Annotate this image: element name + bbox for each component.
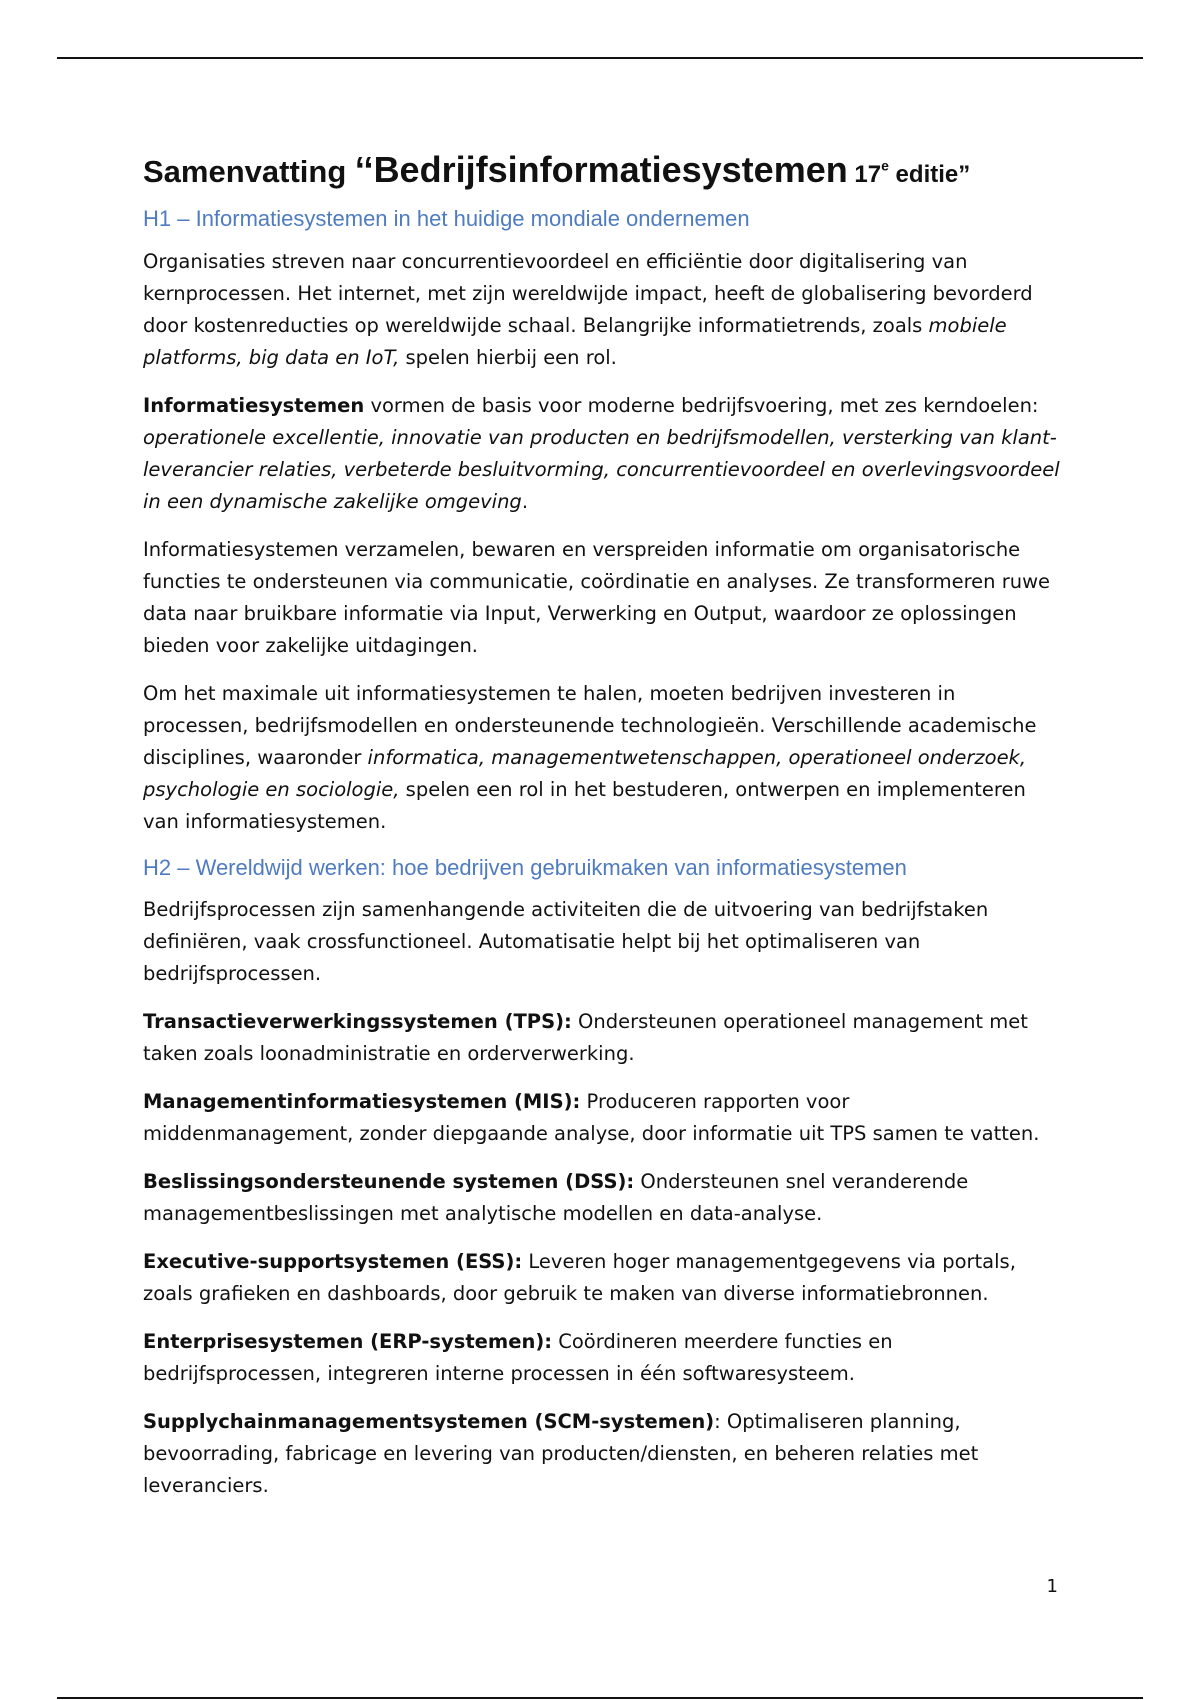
paragraph-h1-1: Organisaties streven naar concurrentievoordeel en efficiëntie door digitalisering van kernprocessen. Het internet, met zijn wereldwijde impact, heeft de globalisering bevorderd door kostenreducties op wereldwijde schaal. Belangrijke informatietrends, zoals mobiele platforms, big data en IoT, spelen hierbij een rol. (143, 249, 1033, 369)
paragraph-h1-3: Informatiesystemen verzamelen, bewaren en verspreiden informatie om organisatorische functies te ondersteunen via communicatie, coördinatie en analyses. Ze transformeren ruwe data naar bruikbare informatie via Input, Verwerking en Output, waardoor ze oplossingen bieden voor zakelijke uitdagingen. (143, 537, 1051, 657)
page-number: 1 (1046, 1576, 1058, 1597)
document-title: Samenvatting ‘‘Bedrijfsinformatiesystemen 17e editie” (143, 149, 971, 190)
paragraph-h2-intro: Bedrijfsprocessen zijn samenhangende activiteiten die de uitvoering van bedrijfstaken definiëren, vaak crossfunctioneel. Automatisatie helpt bij het optimaliseren van bedrijfsprocessen. (143, 898, 989, 986)
system-ess: Executive-supportsystemen (ESS): Leveren hoger managementgegevens via portals, zoals grafieken en dashboards, door gebruik te maken van diverse informatiebronnen. (143, 1250, 1016, 1306)
heading-h1: H1 – Informatiesystemen in het huidige mondiale ondernemen (143, 206, 750, 232)
bottom-rule (57, 1697, 1143, 1699)
system-mis: Managementinformatiesystemen (MIS): Produceren rapporten voor middenmanagement, zonder diepgaande analyse, door informatie uit TPS samen te vatten. (143, 1090, 1040, 1146)
top-rule (57, 57, 1143, 59)
system-tps: Transactieverwerkingssystemen (TPS): Ondersteunen operationeel management met taken zoals loonadministratie en orderverwerking. (143, 1010, 1028, 1066)
document-body (143, 138, 1063, 1518)
system-erp: Enterprisesystemen (ERP-systemen): Coördineren meerdere functies en bedrijfsprocessen, integreren interne processen in één softwaresysteem. (143, 1330, 893, 1386)
paragraph-h1-4: Om het maximale uit informatiesystemen te halen, moeten bedrijven investeren in processen, bedrijfsmodellen en ondersteunende technologieën. Verschillende academische disciplines, waaronder informatica, managementwetenschappen, operationeel onderzoek, psychologie en sociologie, spelen een rol in het bestuderen, ontwerpen en implementeren van informatiesystemen. (143, 681, 1037, 833)
system-dss: Beslissingsondersteunende systemen (DSS): Ondersteunen snel veranderende managementbeslissingen met analytische modellen en data-analyse. (143, 1170, 969, 1226)
paragraph-h1-2: Informatiesystemen vormen de basis voor moderne bedrijfsvoering, met zes kerndoelen: operationele excellentie, innovatie van producten en bedrijfsmodellen, versterking van klant-leverancier relaties, verbeterde besluitvorming, concurrentievoordeel en overlevingsvoordeel in een dynamische zakelijke omgeving. (143, 393, 1060, 513)
system-scm: Supplychainmanagementsystemen (SCM-systemen): Optimaliseren planning, bevoorrading, fabricage en levering van producten/diensten, en beheren relaties met leveranciers. (143, 1410, 979, 1498)
heading-h2: H2 – Wereldwijd werken: hoe bedrijven gebruikmaken van informatiesystemen (143, 854, 907, 880)
